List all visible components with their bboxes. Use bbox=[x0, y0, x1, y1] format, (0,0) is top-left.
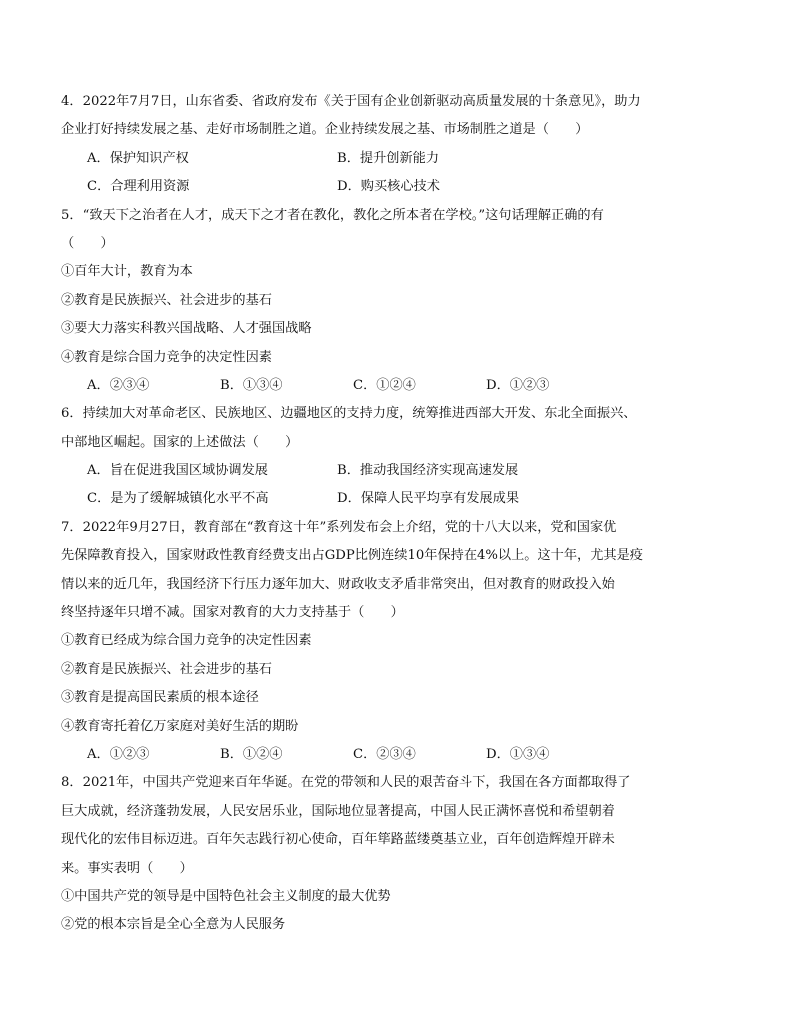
question-5 bbox=[61, 202, 741, 401]
option-d: D．①②③ bbox=[486, 377, 550, 393]
question-stem-line: 终坚持逐年只增不减。国家对教育的大力支持基于（ ） bbox=[61, 605, 404, 621]
option-row bbox=[61, 145, 741, 173]
option-row bbox=[61, 485, 741, 513]
statement: ②教育是民族振兴、社会进步的基石 bbox=[61, 292, 272, 308]
option-b: B．推动我国经济实现高速发展 bbox=[337, 463, 519, 479]
question-stem-line: 情以来的近几年，我国经济下行压力逐年加大、财政收支矛盾非常突出，但对教育的财政投入始 bbox=[61, 576, 615, 592]
question-list bbox=[61, 88, 741, 940]
option-b: B．提升创新能力 bbox=[337, 150, 440, 166]
statement: ①教育已经成为综合国力竞争的决定性因素 bbox=[61, 633, 312, 649]
option-c: C．①②④ bbox=[353, 377, 416, 393]
statement: ③教育是提高国民素质的根本途径 bbox=[61, 690, 259, 706]
question-stem-line: 巨大成就，经济蓬勃发展，人民安居乐业，国际地位显著提高，中国人民正满怀喜悦和希望朝着 bbox=[61, 803, 615, 819]
option-c: C．合理利用资源 bbox=[87, 179, 190, 195]
question-6 bbox=[61, 400, 741, 514]
option-d: D．①③④ bbox=[486, 746, 550, 762]
option-b: B．①②④ bbox=[220, 746, 283, 762]
question-stem-line: 6．持续加大对革命老区、民族地区、边疆地区的支持力度，统筹推进西部大开发、东北全面振兴、 bbox=[61, 406, 637, 422]
option-d: D．保障人民平均享有发展成果 bbox=[337, 491, 520, 507]
statement: ①百年大计，教育为本 bbox=[61, 264, 193, 280]
statement: ①中国共产党的领导是中国特色社会主义制度的最大优势 bbox=[61, 888, 391, 904]
option-row bbox=[61, 741, 741, 769]
question-stem-line: 来。事实表明（ ） bbox=[61, 860, 193, 876]
option-d: D．购买核心技术 bbox=[337, 179, 440, 195]
option-row bbox=[61, 372, 741, 400]
statement: ③要大力落实科教兴国战略、人才强国战略 bbox=[61, 321, 312, 337]
statement: ④教育是综合国力竞争的决定性因素 bbox=[61, 349, 272, 365]
question-stem-line: 企业打好持续发展之基、走好市场制胜之道。企业持续发展之基、市场制胜之道是（ ） bbox=[61, 122, 589, 138]
option-a: A．①②③ bbox=[87, 746, 150, 762]
question-7 bbox=[61, 514, 741, 770]
option-c: C．是为了缓解城镇化水平不高 bbox=[87, 491, 269, 507]
question-8 bbox=[61, 769, 741, 939]
option-b: B．①③④ bbox=[220, 377, 283, 393]
option-row bbox=[61, 173, 741, 201]
option-a: A．旨在促进我国区域协调发展 bbox=[87, 463, 268, 479]
option-c: C．②③④ bbox=[353, 746, 416, 762]
question-stem-line: 先保障教育投入，国家财政性教育经费支出占GDP比例连续10年保持在4%以上。这十年，尤其是疫 bbox=[61, 548, 643, 564]
question-stem-line: 4．2022年7月7日，山东省委、省政府发布《关于国有企业创新驱动高质量发展的十条意见》，助力 bbox=[61, 94, 641, 109]
statement: ②党的根本宗旨是全心全意为人民服务 bbox=[61, 917, 286, 933]
question-4 bbox=[61, 88, 741, 202]
statement: ②教育是民族振兴、社会进步的基石 bbox=[61, 661, 272, 677]
question-stem-line: 7．2022年9月27日，教育部在“教育这十年”系列发布会上介绍，党的十八大以来，党和国家优 bbox=[61, 519, 617, 535]
question-stem-line: 5．“致天下之治者在人才，成天下之才者在教化，教化之所本者在学校。”这句话理解正确的有 bbox=[61, 207, 604, 223]
question-stem-line: 现代化的宏伟目标迈进。百年矢志践行初心使命，百年筚路蓝缕奠基立业，百年创造辉煌开辟未 bbox=[61, 832, 615, 848]
statement: ④教育寄托着亿万家庭对美好生活的期盼 bbox=[61, 718, 299, 734]
option-a: A．②③④ bbox=[87, 377, 150, 393]
option-row bbox=[61, 457, 741, 485]
option-a: A．保护知识产权 bbox=[87, 150, 189, 166]
question-stem-line: （ ） bbox=[61, 235, 114, 251]
question-stem-line: 8．2021年，中国共产党迎来百年华诞。在党的带领和人民的艰苦奋斗下，我国在各方面都取得了 bbox=[61, 775, 631, 791]
question-stem-line: 中部地区崛起。国家的上述做法（ ） bbox=[61, 434, 299, 450]
